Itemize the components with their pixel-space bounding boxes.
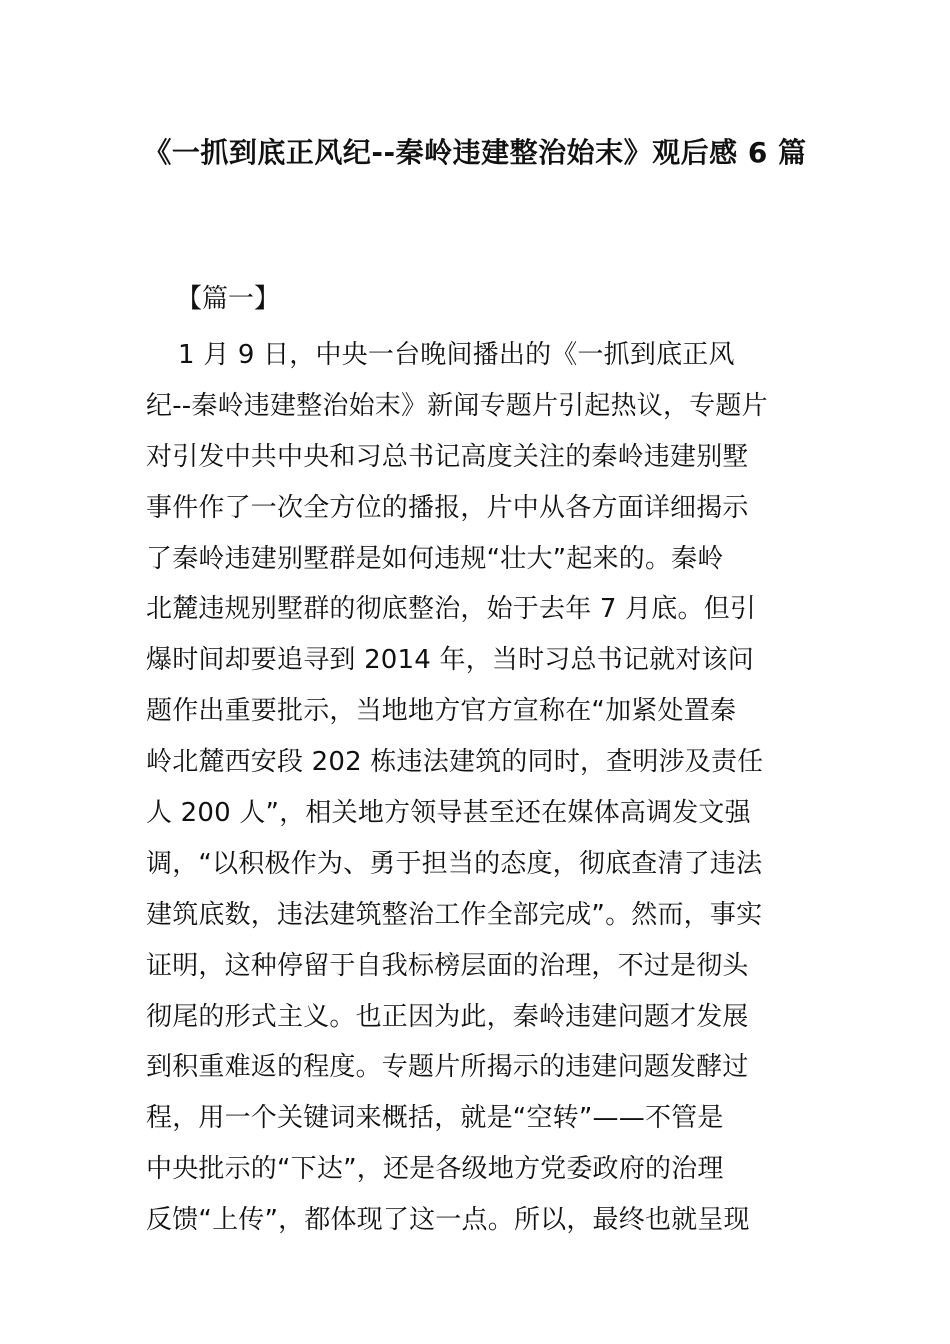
section-heading: 【篇一】 bbox=[176, 284, 281, 314]
body-text bbox=[146, 330, 816, 1246]
text-line: 北麓违规别墅群的彻底整治，始于去年 7 月底。但引 bbox=[146, 594, 757, 625]
document-title: 《一抓到底正风纪--秦岭违建整治始末》观后感 6 篇 bbox=[143, 136, 807, 169]
text-line: 证明，这种停留于自我标榜层面的治理，不过是彻头 bbox=[146, 950, 749, 981]
text-line: 1 月 9 日，中央一台晚间播出的《一抓到底正风 bbox=[178, 340, 735, 370]
text-line: 题作出重要批示，当地地方官方宣称在“加紧处置秦 bbox=[146, 696, 737, 727]
text-line: 对引发中共中央和习总书记高度关注的秦岭违建别墅 bbox=[146, 441, 749, 472]
text-line: 岭北麓西安段 202 栋违法建筑的同时，查明涉及责任 bbox=[146, 747, 764, 778]
text-line: 到积重难返的程度。专题片所揭示的违建问题发酵过 bbox=[146, 1052, 749, 1083]
text-line: 人 200 人”，相关地方领导甚至还在媒体高调发文强 bbox=[146, 798, 751, 829]
text-line: 调，“以积极作为、勇于担当的态度，彻底查清了违法 bbox=[146, 848, 763, 879]
text-line: 中央批示的“下达”，还是各级地方党委政府的治理 bbox=[146, 1154, 724, 1185]
text-line: 反馈“上传”，都体现了这一点。所以，最终也就呈现 bbox=[146, 1205, 750, 1236]
text-line: 纪--秦岭违建整治始末》新闻专题片引起热议，专题片 bbox=[146, 390, 768, 421]
text-line: 爆时间却要追寻到 2014 年，当时习总书记就对该问 bbox=[146, 645, 754, 676]
text-line: 了秦岭违建别墅群是如何违规“壮大”起来的。秦岭 bbox=[146, 543, 724, 574]
text-line: 彻尾的形式主义。也正因为此，秦岭违建问题才发展 bbox=[146, 1001, 749, 1032]
text-line: 事件作了一次全方位的播报，片中从各方面详细揭示 bbox=[146, 492, 749, 523]
text-line: 程，用一个关键词来概括，就是“空转”——不管是 bbox=[146, 1103, 724, 1134]
text-line: 建筑底数，违法建筑整治工作全部完成”。然而，事实 bbox=[146, 899, 763, 930]
